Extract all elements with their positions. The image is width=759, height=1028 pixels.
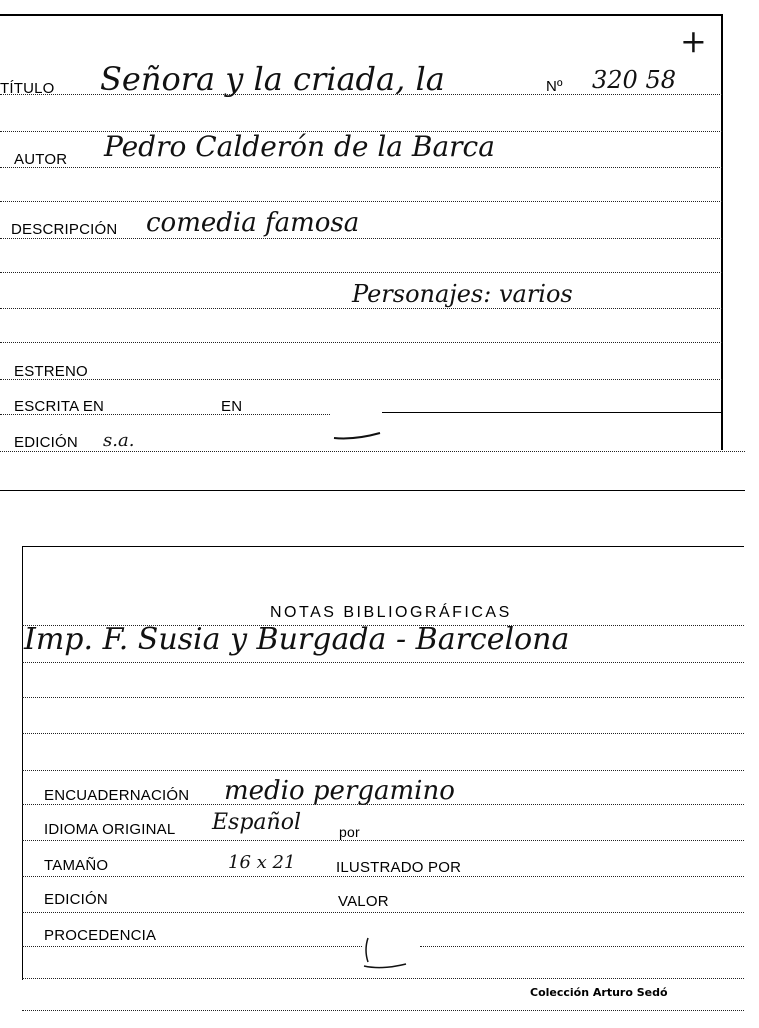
escrita-en-label: ESCRITA EN <box>14 398 105 415</box>
tamano-label: TAMAÑO <box>44 857 109 874</box>
rule-line <box>22 662 744 663</box>
card2-left-border <box>22 546 23 980</box>
descripcion-value: comedia famosa <box>146 208 360 238</box>
rule-line <box>420 946 744 947</box>
personajes-value: Personajes: varios <box>352 280 573 308</box>
por-label: por <box>339 824 360 840</box>
rule-line <box>22 840 744 841</box>
notas-value: Imp. F. Susia y Burgada - Barcelona <box>24 622 570 657</box>
rule-line <box>0 167 722 168</box>
encuadernacion-label: ENCUADERNACIÓN <box>44 787 190 804</box>
rule-line <box>0 451 745 452</box>
autor-value: Pedro Calderón de la Barca <box>104 130 495 163</box>
cross-mark: + <box>680 22 707 60</box>
edicion-value: s.a. <box>103 430 135 451</box>
rule-line <box>382 412 722 413</box>
estreno-label: ESTRENO <box>14 363 88 380</box>
rule-line <box>0 272 722 273</box>
autor-label: AUTOR <box>14 151 68 168</box>
ilustrado-por-label: ILUSTRADO POR <box>336 859 462 876</box>
rule-line <box>0 379 722 380</box>
rule-line <box>22 1010 744 1011</box>
rule-line <box>0 201 722 202</box>
en-label: EN <box>221 398 243 415</box>
encuadernacion-value: medio pergamino <box>224 776 455 806</box>
notas-heading: NOTAS BIBLIOGRÁFICAS <box>270 604 512 621</box>
numero-value: 320 58 <box>592 66 676 94</box>
idioma-original-value: Español <box>212 810 301 835</box>
rule-line <box>22 978 744 979</box>
rule-line <box>22 946 362 947</box>
card1-bottom-edge <box>0 490 745 491</box>
titulo-label: TÍTULO <box>0 80 55 97</box>
tamano-value: 16 x 21 <box>228 852 296 873</box>
rule-line <box>0 342 722 343</box>
card2-top-border <box>22 546 744 547</box>
rule-line <box>22 912 744 913</box>
idioma-original-label: IDIOMA ORIGINAL <box>44 821 176 838</box>
pen-stroke-2 <box>360 936 420 972</box>
descripcion-label: DESCRIPCIÓN <box>11 221 118 238</box>
rule-line <box>22 770 744 771</box>
edicion-label-2: EDICIÓN <box>44 891 108 908</box>
card1-right-border <box>721 14 723 450</box>
pen-stroke <box>330 428 390 442</box>
valor-label: VALOR <box>338 893 389 910</box>
rule-line <box>22 876 744 877</box>
rule-line <box>22 733 744 734</box>
collection-footer: Colección Arturo Sedó <box>530 986 668 999</box>
card1-top-border <box>0 14 722 16</box>
procedencia-label: PROCEDENCIA <box>44 927 157 944</box>
edicion-label: EDICIÓN <box>14 434 78 451</box>
titulo-value: Señora y la criada, la <box>100 60 445 98</box>
rule-line <box>0 238 722 239</box>
rule-line <box>22 697 744 698</box>
numero-label: Nº <box>546 78 563 95</box>
rule-line <box>0 308 722 309</box>
